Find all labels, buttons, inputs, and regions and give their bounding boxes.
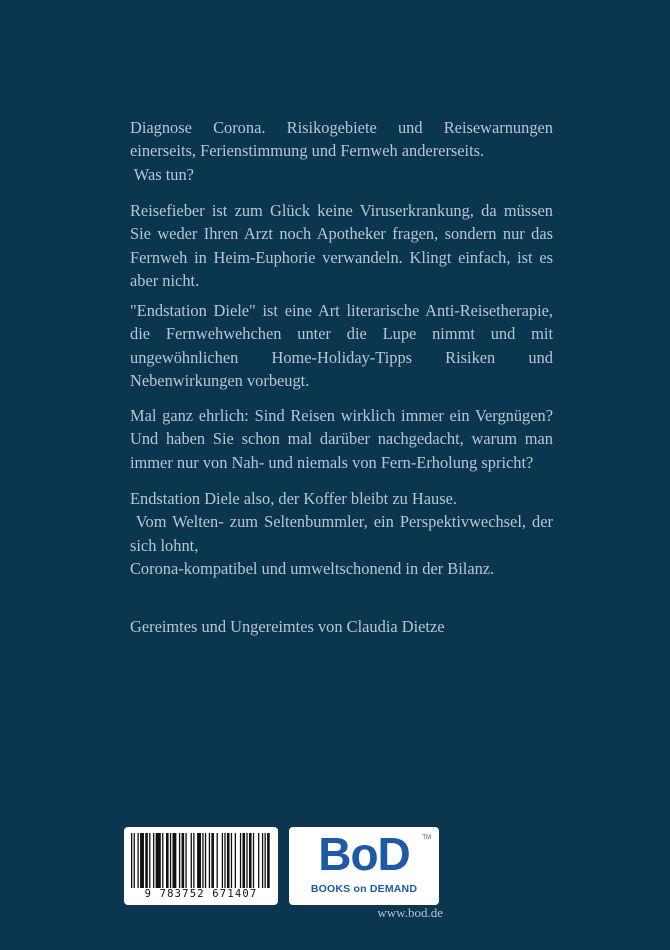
barcode-bar (205, 833, 206, 888)
barcode-bar (137, 833, 138, 888)
trademark-symbol: TM (422, 835, 431, 841)
blurb-line: Nebenwirkungen vorbeugt. (130, 370, 310, 390)
blurb-line: "Endstation Diele" ist eine Art literarische Anti-Reisetherapie, (130, 301, 553, 320)
barcode-bar (145, 833, 148, 888)
barcode-bar (156, 833, 161, 888)
publisher-logo-mark: BoD (318, 828, 410, 880)
barcode-bar (162, 833, 163, 888)
barcode-bar (222, 833, 223, 888)
barcode-bar (153, 833, 154, 888)
barcode-bar (185, 833, 186, 888)
barcode-bar (170, 833, 171, 888)
barcode-bar (191, 833, 192, 888)
blurb-line: einerseits, Ferienstimmung und Fernweh andererseits. (130, 141, 485, 161)
blurb-line: ungewöhnlichen Home-Holiday-Tipps Risiken und (130, 347, 553, 367)
blurb-line: Reisefieber ist zum Glück keine Viruserkrankung, da müssen (130, 201, 553, 220)
blurb-paragraph-5 (130, 487, 553, 580)
barcode-bar (166, 833, 169, 888)
blurb-line: die Fernwehwehchen unter die Lupe nimmt und mit (130, 324, 553, 344)
barcode-bar (202, 833, 203, 888)
barcode-bar (211, 833, 214, 888)
barcode-bar (182, 833, 185, 888)
blurb-line: Endstation Diele also, der Koffer bleibt zu Hause. (130, 489, 457, 508)
blurb-line: Und haben Sie schon mal darüber nachgedacht, warum man (130, 429, 553, 449)
author-credit (130, 615, 553, 638)
barcode-bar (265, 833, 266, 888)
barcode-bar (249, 833, 252, 888)
barcode-bar (231, 833, 232, 888)
blurb-line: Corona-kompatibel und umweltschonend in der Bilanz. (130, 558, 495, 578)
barcode-bar (224, 833, 225, 888)
blurb-line: immer nur von Nah- und niemals von Fern-Erholung spricht? (130, 452, 534, 472)
blurb-line: Diagnose Corona. Risikogebiete und Reisewarnungen (130, 118, 553, 137)
blurb-line: Sie weder Ihren Arzt noch Apotheker fragen, sondern nur das (130, 224, 553, 244)
isbn-number: 9 783752 671407 (144, 888, 258, 900)
publisher-tagline: BOOKS on DEMAND (310, 883, 418, 895)
blurb-line: Fernweh in Heim-Euphorie verwandeln. Klingt einfach, ist es (130, 247, 553, 267)
blurb-line: Was tun? (130, 164, 194, 184)
barcode-bar (240, 833, 241, 888)
blurb-line: sich lohnt, (130, 535, 199, 555)
author-credit-text: Gereimtes und Ungereimtes von Claudia Dietze (130, 617, 445, 636)
barcode-bar (246, 833, 247, 888)
blurb-line: aber nicht. (130, 270, 200, 290)
barcode-bar (193, 833, 194, 888)
publisher-logo (289, 827, 439, 905)
blurb-line: Mal ganz ehrlich: Sind Reisen wirklich immer ein Vergnügen? (130, 406, 553, 425)
blurb-paragraph-4 (130, 404, 553, 474)
isbn-barcode (124, 827, 278, 905)
barcode-bar (149, 833, 150, 888)
barcode-bar (209, 833, 210, 888)
blurb-paragraph-1 (130, 116, 553, 186)
barcode-bar (217, 833, 218, 888)
barcode-bar (267, 833, 270, 888)
barcode-bar (134, 833, 135, 888)
publisher-website: www.bod.de (377, 905, 443, 920)
barcode-bar (242, 833, 245, 888)
barcode-bar (227, 833, 230, 888)
barcode-bar (235, 833, 236, 888)
blurb-line: Vom Welten- zum Seltenbummler, ein Perspektivwechsel, der (130, 512, 553, 532)
blurb-paragraph-3 (130, 299, 553, 392)
barcode-bar (179, 833, 180, 888)
barcode-bar (262, 833, 263, 888)
barcode-bar (131, 833, 132, 888)
barcode-bar (258, 833, 259, 888)
barcode-bar (197, 833, 201, 888)
barcode-bar (253, 833, 254, 888)
barcode-bar (140, 833, 144, 888)
barcode-bars (131, 833, 271, 888)
barcode-bar (172, 833, 176, 888)
blurb-paragraph-2 (130, 199, 553, 292)
